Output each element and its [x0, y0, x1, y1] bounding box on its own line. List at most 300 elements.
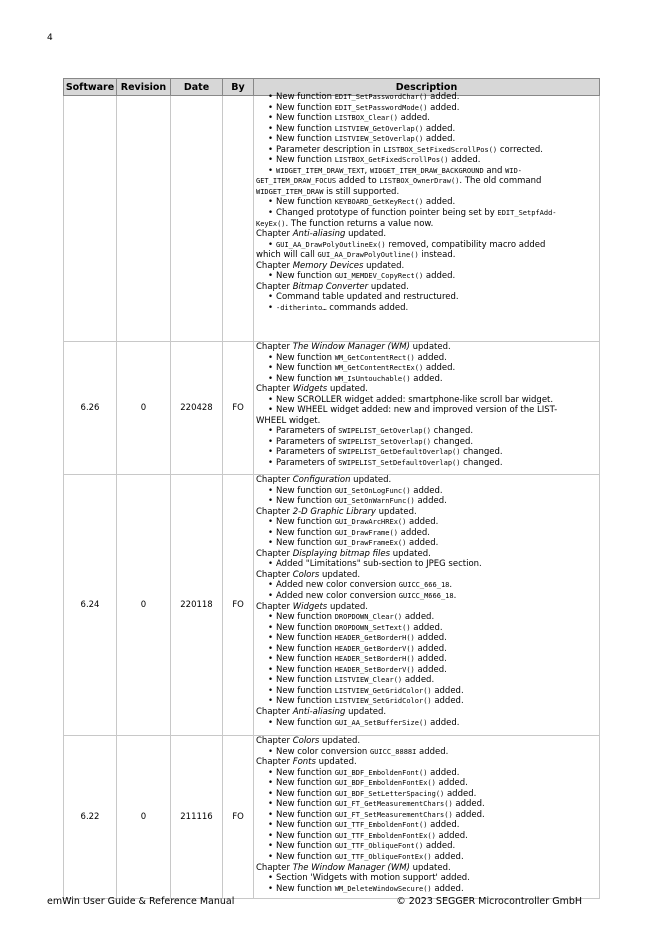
bullet-item — [256, 884, 597, 895]
code-text: LISTVIEW_SetOverlap() — [334, 135, 424, 144]
code-text: HEADER_SetBorderV() — [334, 665, 415, 674]
text-run: updated. — [390, 548, 431, 559]
text-run: added. — [414, 664, 447, 675]
bullet-item — [256, 654, 597, 665]
footer-title: emWin User Guide & Reference Manual — [47, 896, 235, 907]
bullet-item — [256, 559, 597, 570]
cell-description — [254, 736, 600, 899]
bullet-item — [256, 134, 597, 145]
code-text: GUI_SetOnLogFunc() — [334, 486, 411, 495]
text-run: New function — [276, 517, 335, 528]
cell-date — [171, 96, 223, 342]
text-run: Chapter — [256, 862, 293, 873]
chapter-heading — [256, 229, 597, 240]
bullet-item — [256, 496, 597, 507]
text-run: New function — [276, 675, 335, 686]
text-run: Parameter description in — [276, 144, 384, 155]
text-run: added. — [423, 123, 456, 134]
text-run: updated. — [319, 569, 361, 580]
bullet-item — [256, 292, 597, 303]
bullet-item — [256, 103, 597, 114]
text-run: New function — [276, 102, 335, 113]
text-run: added. — [427, 820, 460, 831]
text-run: New function — [276, 809, 335, 820]
text-run: added. — [427, 102, 460, 113]
text-run: . — [449, 580, 453, 591]
code-text: SWIPELIST_GetDefaultOverlap() — [338, 448, 461, 457]
text-run: removed, compatibility macro added — [385, 239, 546, 250]
bullet-item — [256, 718, 597, 729]
chapter-name: Colors — [292, 569, 320, 580]
footer-copyright: © 2023 SEGGER Microcontroller GmbH — [396, 896, 582, 907]
bullet-item — [256, 208, 597, 219]
bullet-item — [256, 145, 597, 156]
text-run: New function — [276, 197, 335, 208]
code-text: GUI_BDF_EmboldenFontEx() — [334, 779, 436, 788]
header-software: Software — [64, 79, 117, 96]
code-text: GUICC_8888I — [370, 747, 417, 756]
code-text: HEADER_GetBorderH() — [334, 634, 415, 643]
text-run: updated. — [409, 862, 451, 873]
chapter-heading — [256, 342, 597, 353]
text-run: added. — [431, 852, 464, 863]
table-row — [64, 475, 600, 736]
text-run: updated. — [350, 475, 392, 485]
code-text: WIDGET_ITEM_DRAW_TEXT — [276, 166, 365, 175]
cell-software: 6.22 — [64, 736, 117, 899]
text-run: Added "Limitations" sub-section to JPEG section. — [276, 559, 482, 570]
text-run: added. — [414, 654, 447, 665]
chapter-name: Displaying bitmap files — [292, 548, 391, 559]
code-text: GUI_AA_SetBufferSize() — [334, 718, 428, 727]
text-run: added. — [452, 809, 485, 820]
text-run: updated. — [368, 281, 409, 292]
cell-by: FO — [223, 475, 254, 736]
text-run: , — [364, 165, 370, 176]
bullet-item — [256, 458, 597, 469]
code-text: GUI_FT_SetMeasurementChars() — [334, 810, 453, 819]
chapter-heading — [256, 282, 597, 293]
code-text: WIDGET_ITEM_DRAW_BACKGROUND — [369, 166, 484, 175]
bullet-item — [256, 799, 597, 810]
code-text: WM_GetContentRect() — [334, 353, 415, 362]
text-run: New function — [276, 664, 335, 675]
code-text: LISTVIEW_GetGridColor() — [334, 686, 432, 695]
text-run: added. — [414, 496, 447, 507]
cell-by — [223, 96, 254, 342]
text-run: New function — [276, 363, 335, 374]
code-text: GUI_FT_GetMeasurementChars() — [334, 800, 453, 809]
bullet-item — [256, 92, 597, 103]
text-run: New function — [276, 717, 335, 728]
text-run: New SCROLLER widget added: smartphone-like scroll bar widget. — [276, 394, 554, 405]
text-run: Chapter — [256, 707, 293, 718]
text-run: WHEEL widget. — [256, 415, 321, 426]
code-text: LISTVIEW_SetGridColor() — [334, 697, 432, 706]
text-run: New function — [276, 883, 335, 894]
bullet-item — [256, 778, 597, 789]
text-run: New function — [276, 113, 335, 124]
bullet-item — [256, 644, 597, 655]
code-text: GUI_BDF_SetLetterSpacing() — [334, 789, 445, 798]
text-run: Section 'Widgets with motion support' added. — [276, 873, 470, 884]
bullet-item — [256, 686, 597, 697]
chapter-name: The Window Manager (WM) — [292, 862, 410, 873]
text-run: New function — [276, 271, 335, 282]
text-run: Parameters of — [276, 426, 339, 437]
text-run: added. — [406, 517, 439, 528]
text-run: added. — [435, 830, 468, 841]
code-text: GUI_TTF_ObliqueFont() — [334, 842, 424, 851]
text-run: added. — [427, 717, 460, 728]
text-run: added. — [416, 746, 449, 757]
code-text: SWIPELIST_SetOverlap() — [338, 437, 431, 446]
cell-revision: 0 — [117, 736, 171, 899]
cell-revision — [117, 96, 171, 342]
text-run: changed. — [460, 458, 503, 469]
text-run: . The old command — [459, 176, 542, 187]
chapter-name: Memory Devices — [292, 260, 364, 271]
bullet-item — [256, 395, 597, 406]
text-run: added. — [423, 841, 456, 852]
text-run: corrected. — [497, 144, 543, 155]
code-text: GUI_AA_DrawPolyOutlineEx() — [276, 240, 386, 249]
code-text: SWIPELIST_SetDefaultOverlap() — [338, 459, 461, 468]
text-run: added to — [336, 176, 380, 187]
cell-software: 6.24 — [64, 475, 117, 736]
code-text: GUI_SetOnWarnFunc() — [334, 497, 415, 506]
text-run: added. — [406, 538, 439, 549]
cell-description — [254, 92, 600, 342]
code-text: GET_ITEM_DRAW_FOCUS — [256, 177, 337, 186]
bullet-item — [256, 124, 597, 135]
chapter-name: Anti-aliasing — [292, 707, 346, 718]
text-run: Chapter — [256, 475, 293, 485]
bullet-item — [256, 363, 597, 374]
code-text: GUI_MEMDEV_CopyRect() — [334, 272, 424, 281]
chapter-heading — [256, 863, 597, 874]
code-text: LISTVIEW_Clear() — [334, 676, 403, 685]
bullet-item — [256, 580, 597, 591]
chapter-name: Bitmap Converter — [292, 281, 369, 292]
text-run: Chapter — [256, 281, 293, 292]
text-run: added. — [423, 363, 456, 374]
chapter-heading — [256, 261, 597, 272]
chapter-heading — [256, 570, 597, 581]
bullet-item — [256, 852, 597, 863]
bullet-continuation — [256, 416, 597, 427]
bullet-item — [256, 820, 597, 831]
cell-software — [64, 96, 117, 342]
bullet-item — [256, 831, 597, 842]
table-row — [64, 96, 600, 342]
code-text: WIDGET_ITEM_DRAW — [256, 187, 324, 196]
text-run: Chapter — [256, 569, 293, 580]
cell-date: 211116 — [171, 736, 223, 899]
text-run: Changed prototype of function pointer being set by — [276, 208, 498, 219]
bullet-item — [256, 405, 597, 416]
code-text: -ditherinto… — [276, 303, 327, 312]
cell-software: 6.26 — [64, 342, 117, 475]
code-text: EDIT_SetPasswordMode() — [334, 103, 428, 112]
chapter-heading — [256, 736, 597, 747]
text-run: New function — [276, 799, 335, 810]
text-run: Parameters of — [276, 436, 339, 447]
text-run: Chapter — [256, 260, 293, 271]
bullet-item — [256, 374, 597, 385]
text-run: added. — [423, 134, 456, 145]
text-run: Chapter — [256, 229, 293, 240]
text-run: instead. — [418, 250, 456, 261]
table-row — [64, 342, 600, 475]
text-run: updated. — [345, 229, 387, 240]
bullet-item — [256, 447, 597, 458]
bullet-continuation — [256, 219, 597, 230]
code-text: LISTBOX_OwnerDraw() — [379, 177, 460, 186]
code-text: GUI_BDF_EmboldenFont() — [334, 768, 428, 777]
text-run: New function — [276, 92, 335, 102]
bullet-continuation — [256, 187, 597, 198]
text-run: New function — [276, 830, 335, 841]
text-run: added. — [431, 883, 464, 894]
text-run: New function — [276, 134, 335, 145]
chapter-heading — [256, 384, 597, 395]
bullet-item — [256, 197, 597, 208]
text-run: added. — [423, 197, 456, 208]
text-run: New function — [276, 696, 335, 707]
text-run: New function — [276, 538, 335, 549]
bullet-item — [256, 437, 597, 448]
bullet-item — [256, 747, 597, 758]
code-text: HEADER_SetBorderH() — [334, 655, 415, 664]
code-text: EDIT_SetpfAdd- — [497, 209, 557, 218]
chapter-heading — [256, 475, 597, 486]
text-run: added. — [410, 373, 443, 384]
bullet-item — [256, 113, 597, 124]
text-run: and — [483, 165, 506, 176]
text-run: New function — [276, 685, 335, 696]
bullet-item — [256, 789, 597, 800]
text-run: Added new color conversion — [276, 580, 399, 591]
text-run: updated. — [375, 506, 417, 517]
chapter-heading — [256, 707, 597, 718]
bullet-item — [256, 426, 597, 437]
code-text: GUI_DrawFrame() — [334, 528, 398, 537]
text-run: New function — [276, 633, 335, 644]
cell-description — [254, 475, 600, 736]
code-text: GUI_TTF_EmboldenFontEx() — [334, 831, 436, 840]
revision-table — [63, 78, 600, 899]
chapter-heading — [256, 757, 597, 768]
bullet-item — [256, 696, 597, 707]
text-run: added. — [423, 271, 456, 282]
text-run: Command table updated and restructured. — [276, 292, 459, 303]
code-text: SWIPELIST_GetOverlap() — [338, 427, 431, 436]
bullet-item — [256, 517, 597, 528]
code-text: GUI_TTF_ObliqueFontEx() — [334, 853, 432, 862]
text-run: changed. — [460, 447, 503, 458]
text-run: added. — [431, 685, 464, 696]
table-row — [64, 736, 600, 899]
chapter-heading — [256, 602, 597, 613]
bullet-item — [256, 155, 597, 166]
text-run: New function — [276, 778, 335, 789]
code-text: GUI_AA_DrawPolyOutline() — [317, 251, 419, 260]
text-run: added. — [427, 92, 460, 102]
text-run: added. — [410, 622, 443, 633]
text-run: Parameters of — [276, 458, 339, 469]
bullet-item — [256, 353, 597, 364]
cell-description — [254, 342, 600, 475]
text-run: New function — [276, 485, 335, 496]
chapter-heading — [256, 549, 597, 560]
text-run: New color conversion — [276, 746, 370, 757]
text-run: updated. — [327, 384, 368, 395]
code-text: WM_DeleteWindowSecure() — [334, 884, 432, 893]
bullet-item — [256, 633, 597, 644]
chapter-name: Fonts — [292, 757, 316, 768]
bullet-continuation — [256, 176, 597, 187]
code-text: GUI_DrawArcHREx() — [334, 518, 407, 527]
code-text: KEYBOARD_GetKeyRect() — [334, 198, 424, 207]
code-text: LISTBOX_SetFixedScrollPos() — [383, 145, 498, 154]
chapter-name: Anti-aliasing — [292, 229, 346, 240]
header-by: By — [223, 79, 254, 96]
bullet-item — [256, 612, 597, 623]
text-run: updated. — [363, 260, 405, 271]
text-run: New function — [276, 496, 335, 507]
text-run: Added new color conversion — [276, 591, 399, 602]
text-run: New function — [276, 352, 335, 363]
code-text: DROPDOWN_SetText() — [334, 623, 411, 632]
bullet-item — [256, 303, 597, 314]
text-run: changed. — [430, 436, 474, 447]
chapter-heading — [256, 507, 597, 518]
page-number: 4 — [47, 33, 53, 43]
text-run: added. — [448, 155, 481, 166]
code-text: WID- — [505, 166, 522, 175]
text-run: New function — [276, 612, 335, 623]
text-run: New function — [276, 820, 335, 831]
text-run: New function — [276, 654, 335, 665]
text-run: commands added. — [326, 302, 409, 313]
chapter-name: Widgets — [292, 601, 328, 612]
bullet-item — [256, 665, 597, 676]
text-run: Chapter — [256, 736, 293, 746]
bullet-item — [256, 240, 597, 251]
text-run: added. — [397, 527, 430, 538]
text-run: New function — [276, 622, 335, 633]
bullet-item — [256, 810, 597, 821]
bullet-continuation — [256, 250, 597, 261]
chapter-name: The Window Manager (WM) — [292, 342, 410, 352]
text-run: Chapter — [256, 757, 293, 768]
code-text: WM_GetContentRectEx() — [334, 364, 424, 373]
bullet-item — [256, 841, 597, 852]
chapter-name: Colors — [292, 736, 320, 746]
code-text: HEADER_GetBorderV() — [334, 644, 415, 653]
bullet-item — [256, 271, 597, 282]
text-run: updated. — [345, 707, 387, 718]
text-run: added. — [431, 696, 464, 707]
text-run: New function — [276, 852, 335, 863]
text-run: New WHEEL widget added: new and improved version of the LIST- — [276, 405, 558, 416]
text-run: Chapter — [256, 548, 293, 559]
text-run: added. — [414, 633, 447, 644]
text-run: added. — [410, 485, 443, 496]
text-run: Chapter — [256, 506, 293, 517]
code-text: GUI_DrawFrameEx() — [334, 539, 407, 548]
code-text: WM_IsUntouchable() — [334, 374, 411, 383]
bullet-item — [256, 623, 597, 634]
text-run: New function — [276, 841, 335, 852]
text-run: Chapter — [256, 601, 293, 612]
code-text: GUI_TTF_EmboldenFont() — [334, 821, 428, 830]
text-run: New function — [276, 373, 335, 384]
cell-revision: 0 — [117, 342, 171, 475]
text-run: . The function returns a value now. — [285, 218, 434, 229]
text-run: . — [453, 591, 457, 602]
text-run: updated. — [319, 736, 361, 746]
text-run: which will call — [256, 250, 318, 261]
text-run: is still supported. — [323, 186, 400, 197]
text-run: New function — [276, 123, 335, 134]
text-run: added. — [444, 788, 477, 799]
bullet-item — [256, 675, 597, 686]
cell-by: FO — [223, 736, 254, 899]
text-run: New function — [276, 767, 335, 778]
code-text: DROPDOWN_Clear() — [334, 613, 403, 622]
cell-by: FO — [223, 342, 254, 475]
bullet-item — [256, 166, 597, 177]
code-text: GUICC_M666_18 — [398, 592, 454, 601]
bullet-item — [256, 486, 597, 497]
text-run: added. — [452, 799, 485, 810]
bullet-item — [256, 591, 597, 602]
code-text: LISTBOX_GetFixedScrollPos() — [334, 156, 449, 165]
text-run: updated. — [327, 601, 368, 612]
code-text: EDIT_SetPasswordChar() — [334, 93, 428, 101]
bullet-item — [256, 538, 597, 549]
chapter-name: 2-D Graphic Library — [292, 506, 376, 517]
code-text: LISTVIEW_GetOverlap() — [334, 124, 424, 133]
cell-date: 220118 — [171, 475, 223, 736]
text-run: added. — [414, 352, 447, 363]
text-run: New function — [276, 155, 335, 166]
text-run: Parameters of — [276, 447, 339, 458]
text-run: added. — [397, 113, 430, 124]
text-run: New function — [276, 643, 335, 654]
text-run: New function — [276, 527, 335, 538]
text-run: updated. — [315, 757, 357, 768]
code-text: GUICC_666_18 — [398, 581, 450, 590]
header-date: Date — [171, 79, 223, 96]
code-text: KeyEx() — [256, 219, 286, 228]
text-run: Chapter — [256, 384, 293, 395]
chapter-name: Configuration — [292, 475, 351, 485]
cell-revision: 0 — [117, 475, 171, 736]
text-run: added. — [402, 612, 435, 623]
header-revision: Revision — [117, 79, 171, 96]
text-run: added. — [435, 778, 468, 789]
bullet-item — [256, 528, 597, 539]
cell-date: 220428 — [171, 342, 223, 475]
bullet-item — [256, 873, 597, 884]
chapter-name: Widgets — [292, 384, 328, 395]
text-run: added. — [427, 767, 460, 778]
text-run: changed. — [430, 426, 474, 437]
text-run: added. — [414, 643, 447, 654]
